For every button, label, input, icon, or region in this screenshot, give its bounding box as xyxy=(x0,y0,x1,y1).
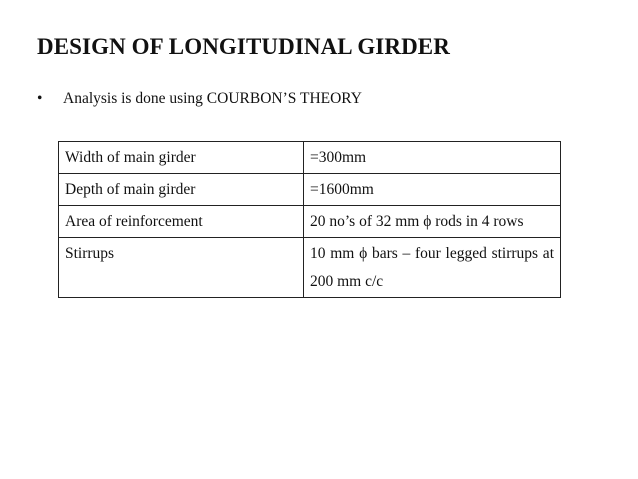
table-row xyxy=(59,174,561,206)
bullet-text: Analysis is done using COURBON’S THEORY xyxy=(63,90,362,107)
row-label: Depth of main girder xyxy=(59,174,304,206)
row-label: Width of main girder xyxy=(59,142,304,174)
row-label: Stirrups xyxy=(59,238,304,297)
bullet-item xyxy=(37,90,362,108)
row-value: 10 mm ϕ bars – four legged stirrups at 200 mm c/c xyxy=(304,238,561,297)
bullet-icon: • xyxy=(37,90,43,107)
page-title: DESIGN OF LONGITUDINAL GIRDER xyxy=(37,34,450,59)
table-row xyxy=(59,142,561,174)
design-parameters-table xyxy=(58,141,561,298)
row-value: =300mm xyxy=(304,142,561,174)
table-row xyxy=(59,206,561,238)
row-value: 20 no’s of 32 mm ϕ rods in 4 rows xyxy=(304,206,561,238)
row-label: Area of reinforcement xyxy=(59,206,304,238)
table-row xyxy=(59,238,561,297)
row-value: =1600mm xyxy=(304,174,561,206)
